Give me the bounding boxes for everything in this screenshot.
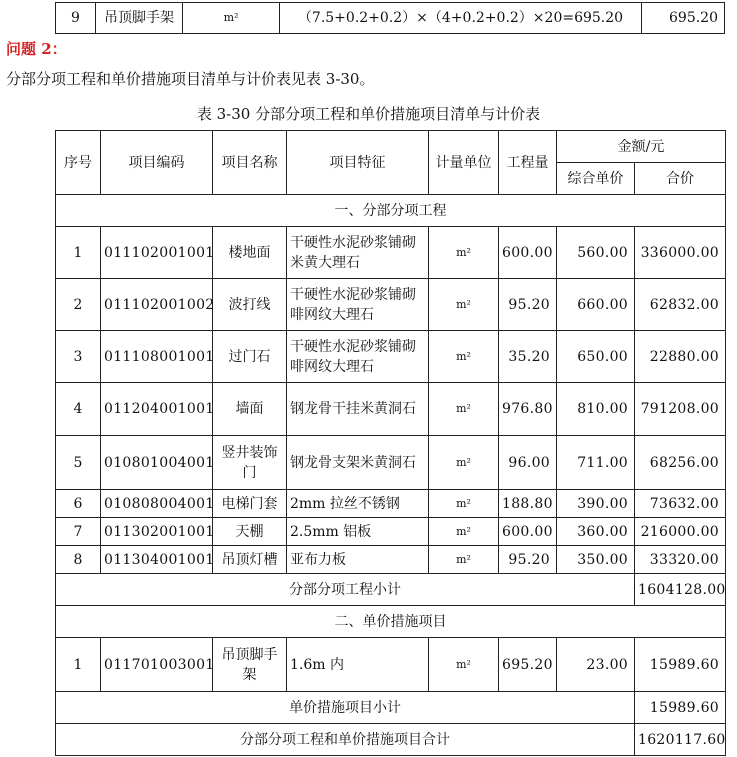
row-qty: 95.20: [499, 546, 557, 574]
table-row: [56, 638, 726, 692]
header-qty: 工程量: [499, 131, 557, 195]
row-no: 1: [56, 227, 101, 279]
section-title-row: [56, 195, 726, 227]
section1-title: 一、分部分项工程: [56, 195, 726, 227]
row-code: 011108001001: [101, 331, 213, 383]
row-code: 011102001001: [101, 227, 213, 279]
table-row: [56, 383, 726, 436]
row-total: 62832.00: [635, 279, 726, 331]
row-feature: 2.5mm 铝板: [287, 518, 429, 546]
subtotal-row: [56, 574, 726, 606]
grand-total-label: 分部分项工程和单价措施项目合计: [56, 724, 635, 756]
question-title: 问题 2：: [6, 40, 67, 58]
grand-total-value: 1620117.60: [635, 724, 726, 756]
row-name: 楼地面: [213, 227, 287, 279]
row-feature: 干硬性水泥砂浆铺砌啡网纹大理石: [287, 279, 429, 331]
row-price: 23.00: [557, 638, 635, 692]
row-qty: 95.20: [499, 279, 557, 331]
row-price: 810.00: [557, 383, 635, 436]
row-name: 电梯门套: [213, 490, 287, 518]
header-code: 项目编码: [101, 131, 213, 195]
row-qty: 188.80: [499, 490, 557, 518]
row-feature: 干硬性水泥砂浆铺砌啡网纹大理石: [287, 331, 429, 383]
row-no: 7: [56, 518, 101, 546]
row-unit: m²: [429, 227, 499, 279]
row-no: 5: [56, 436, 101, 490]
row-no: 4: [56, 383, 101, 436]
row-unit: m²: [183, 3, 280, 34]
row-unit: m²: [429, 546, 499, 574]
table-row: [56, 518, 726, 546]
section2-subtotal-value: 15989.60: [635, 692, 726, 724]
table-row: [56, 490, 726, 518]
row-total: 695.20: [642, 3, 725, 34]
row-name: 过门石: [213, 331, 287, 383]
row-total: 33320.00: [635, 546, 726, 574]
header-name: 项目名称: [213, 131, 287, 195]
header-no: 序号: [56, 131, 101, 195]
row-price: 711.00: [557, 436, 635, 490]
section1-subtotal-value: 1604128.00: [635, 574, 726, 606]
section2-title: 二、单价措施项目: [56, 606, 726, 638]
row-total: 336000.00: [635, 227, 726, 279]
row-qty: 600.00: [499, 518, 557, 546]
row-unit: m²: [429, 518, 499, 546]
row-code: 011701003001: [101, 638, 213, 692]
row-code: 011102001002: [101, 279, 213, 331]
row-code: 011204001001: [101, 383, 213, 436]
row-no: 8: [56, 546, 101, 574]
row-code: 011304001001: [101, 546, 213, 574]
row-no: 1: [56, 638, 101, 692]
row-total: 68256.00: [635, 436, 726, 490]
row-code: 010801004001: [101, 436, 213, 490]
section2-subtotal-label: 单价措施项目小计: [56, 692, 635, 724]
header-total: 合价: [635, 163, 726, 195]
row-name: 天棚: [213, 518, 287, 546]
row-total: 22880.00: [635, 331, 726, 383]
row-qty: 695.20: [499, 638, 557, 692]
row-no: 9: [56, 3, 96, 34]
row-unit: m²: [429, 279, 499, 331]
header-amount: 金额/元: [557, 131, 726, 163]
row-total: 73632.00: [635, 490, 726, 518]
row-price: 390.00: [557, 490, 635, 518]
subtotal-row: [56, 692, 726, 724]
table-row: [56, 227, 726, 279]
header-row: [56, 131, 726, 163]
previous-calc-table: [55, 2, 725, 34]
row-feature: 钢龙骨支架米黄洞石: [287, 436, 429, 490]
row-feature: 钢龙骨干挂米黄洞石: [287, 383, 429, 436]
row-name: 墙面: [213, 383, 287, 436]
row-name: 吊顶脚手架: [96, 3, 183, 34]
row-no: 3: [56, 331, 101, 383]
row-no: 2: [56, 279, 101, 331]
header-feature: 项目特征: [287, 131, 429, 195]
grand-total-row: [56, 724, 726, 756]
row-unit: m²: [429, 490, 499, 518]
row-price: 360.00: [557, 518, 635, 546]
table-row: [56, 546, 726, 574]
row-qty: 600.00: [499, 227, 557, 279]
row-qty: 35.20: [499, 331, 557, 383]
table-row: [56, 331, 726, 383]
row-name: 吊顶脚手架: [213, 638, 287, 692]
table-row: [56, 3, 725, 34]
row-qty: 96.00: [499, 436, 557, 490]
row-name: 波打线: [213, 279, 287, 331]
intro-text: 分部分项工程和单价措施项目清单与计价表见表 3-30。: [6, 70, 375, 88]
row-formula: （7.5+0.2+0.2）×（4+0.2+0.2）×20=695.20: [280, 3, 642, 34]
row-unit: m²: [429, 638, 499, 692]
row-name: 竖井装饰门: [213, 436, 287, 490]
header-unit-price: 综合单价: [557, 163, 635, 195]
header-unit: 计量单位: [429, 131, 499, 195]
row-total: 791208.00: [635, 383, 726, 436]
section1-subtotal-label: 分部分项工程小计: [56, 574, 635, 606]
row-feature: 干硬性水泥砂浆铺砌米黄大理石: [287, 227, 429, 279]
row-qty: 976.80: [499, 383, 557, 436]
row-feature: 1.6m 内: [287, 638, 429, 692]
row-no: 6: [56, 490, 101, 518]
row-feature: 亚布力板: [287, 546, 429, 574]
pricing-table: [55, 130, 726, 756]
row-unit: m²: [429, 383, 499, 436]
row-unit: m²: [429, 436, 499, 490]
row-code: 011302001001: [101, 518, 213, 546]
row-feature: 2mm 拉丝不锈钢: [287, 490, 429, 518]
row-total: 15989.60: [635, 638, 726, 692]
table-row: [56, 279, 726, 331]
row-price: 350.00: [557, 546, 635, 574]
row-unit: m²: [429, 331, 499, 383]
row-price: 650.00: [557, 331, 635, 383]
row-price: 560.00: [557, 227, 635, 279]
row-total: 216000.00: [635, 518, 726, 546]
section-title-row: [56, 606, 726, 638]
row-name: 吊顶灯槽: [213, 546, 287, 574]
row-code: 010808004001: [101, 490, 213, 518]
row-price: 660.00: [557, 279, 635, 331]
table-row: [56, 436, 726, 490]
table-caption: 表 3-30 分部分项工程和单价措施项目清单与计价表: [196, 105, 541, 123]
